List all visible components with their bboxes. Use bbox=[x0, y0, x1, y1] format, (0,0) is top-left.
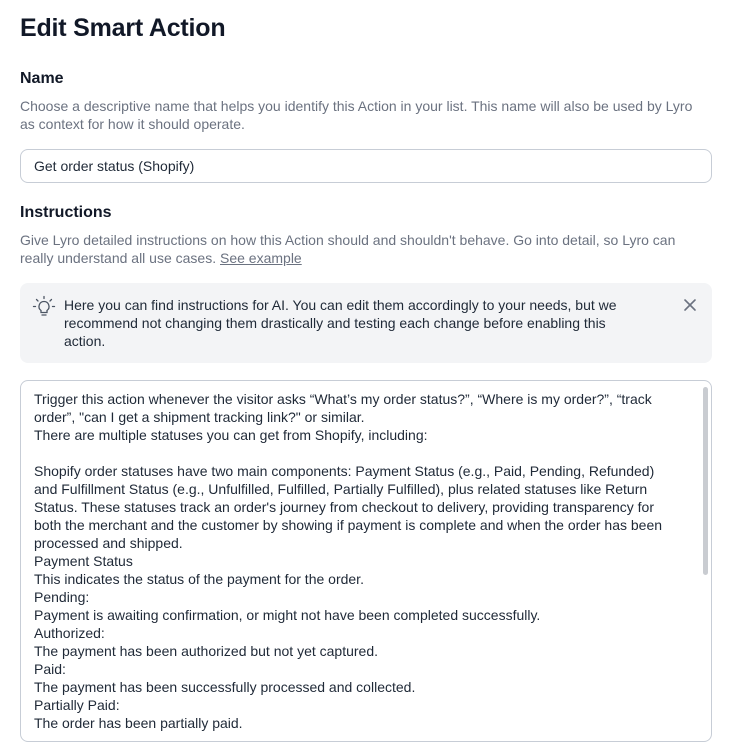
instructions-line: Shopify order statuses have two main components: Payment Status (e.g., Paid, Pending, Refunded) bbox=[34, 463, 655, 479]
name-help-line: Choose a descriptive name that helps you identify this Action in your list. This name will also be used by Lyro bbox=[20, 98, 693, 114]
instructions-line: order”, "can I get a shipment tracking link?" or similar. bbox=[34, 409, 365, 425]
instructions-help-line bbox=[20, 249, 712, 267]
instructions-line: The order has been partially paid. bbox=[34, 715, 243, 731]
instructions-line: processed and shipped. bbox=[34, 535, 183, 551]
instructions-line: Partially Paid: bbox=[34, 697, 120, 713]
scrollbar-thumb[interactable] bbox=[703, 387, 708, 575]
instructions-line: Payment Status bbox=[34, 553, 133, 569]
name-help-line: as context for how it should operate. bbox=[20, 116, 245, 132]
instructions-line: Status. These statuses track an order's journey from checkout to delivery, providing transparency for bbox=[34, 499, 655, 515]
instructions-line: Payment is awaiting confirmation, or might not have been completed successfully. bbox=[34, 607, 541, 623]
instructions-line: and Fulfillment Status (e.g., Unfulfilled, Fulfilled, Partially Fulfilled), plus related statuses like Return bbox=[34, 481, 648, 497]
name-help-text bbox=[20, 97, 712, 133]
page-title: Edit Smart Action bbox=[20, 14, 226, 42]
info-banner-line: recommend not changing them drastically and testing each change before enabling this bbox=[64, 315, 606, 331]
instructions-help-line-text: really understand all use cases. bbox=[20, 250, 217, 266]
instructions-line: This indicates the status of the payment for the order. bbox=[34, 571, 364, 587]
see-example-link[interactable]: See example bbox=[220, 250, 302, 266]
instructions-line: The payment has been authorized but not yet captured. bbox=[34, 643, 379, 659]
info-banner-line: action. bbox=[64, 333, 106, 349]
instructions-line: There are multiple statuses you can get from Shopify, including: bbox=[34, 427, 428, 443]
close-icon[interactable] bbox=[682, 297, 698, 313]
instructions-content bbox=[34, 390, 694, 732]
info-banner-text bbox=[64, 296, 644, 350]
instructions-line: Trigger this action whenever the visitor asks “What’s my order status?”, “Where is my order?”, “track bbox=[34, 391, 652, 407]
instructions-label: Instructions bbox=[20, 204, 112, 221]
instructions-line: Paid: bbox=[34, 661, 66, 677]
instructions-line bbox=[34, 444, 694, 462]
instructions-help-text bbox=[20, 231, 712, 267]
instructions-line: both the merchant and the customer by showing if payment is complete and when the order has been bbox=[34, 517, 663, 533]
instructions-line: Pending: bbox=[34, 589, 90, 605]
name-input[interactable] bbox=[20, 149, 712, 183]
info-banner-line: Here you can find instructions for AI. You can edit them accordingly to your needs, but we bbox=[64, 297, 617, 313]
info-banner bbox=[20, 283, 712, 363]
instructions-help-line: Give Lyro detailed instructions on how this Action should and shouldn't behave. Go into detail, so Lyro can bbox=[20, 232, 676, 248]
instructions-line: Authorized: bbox=[34, 625, 105, 641]
instructions-line: The payment has been successfully processed and collected. bbox=[34, 679, 416, 695]
instructions-textarea[interactable] bbox=[20, 380, 712, 742]
lightbulb-icon bbox=[32, 295, 56, 319]
name-label: Name bbox=[20, 70, 64, 87]
